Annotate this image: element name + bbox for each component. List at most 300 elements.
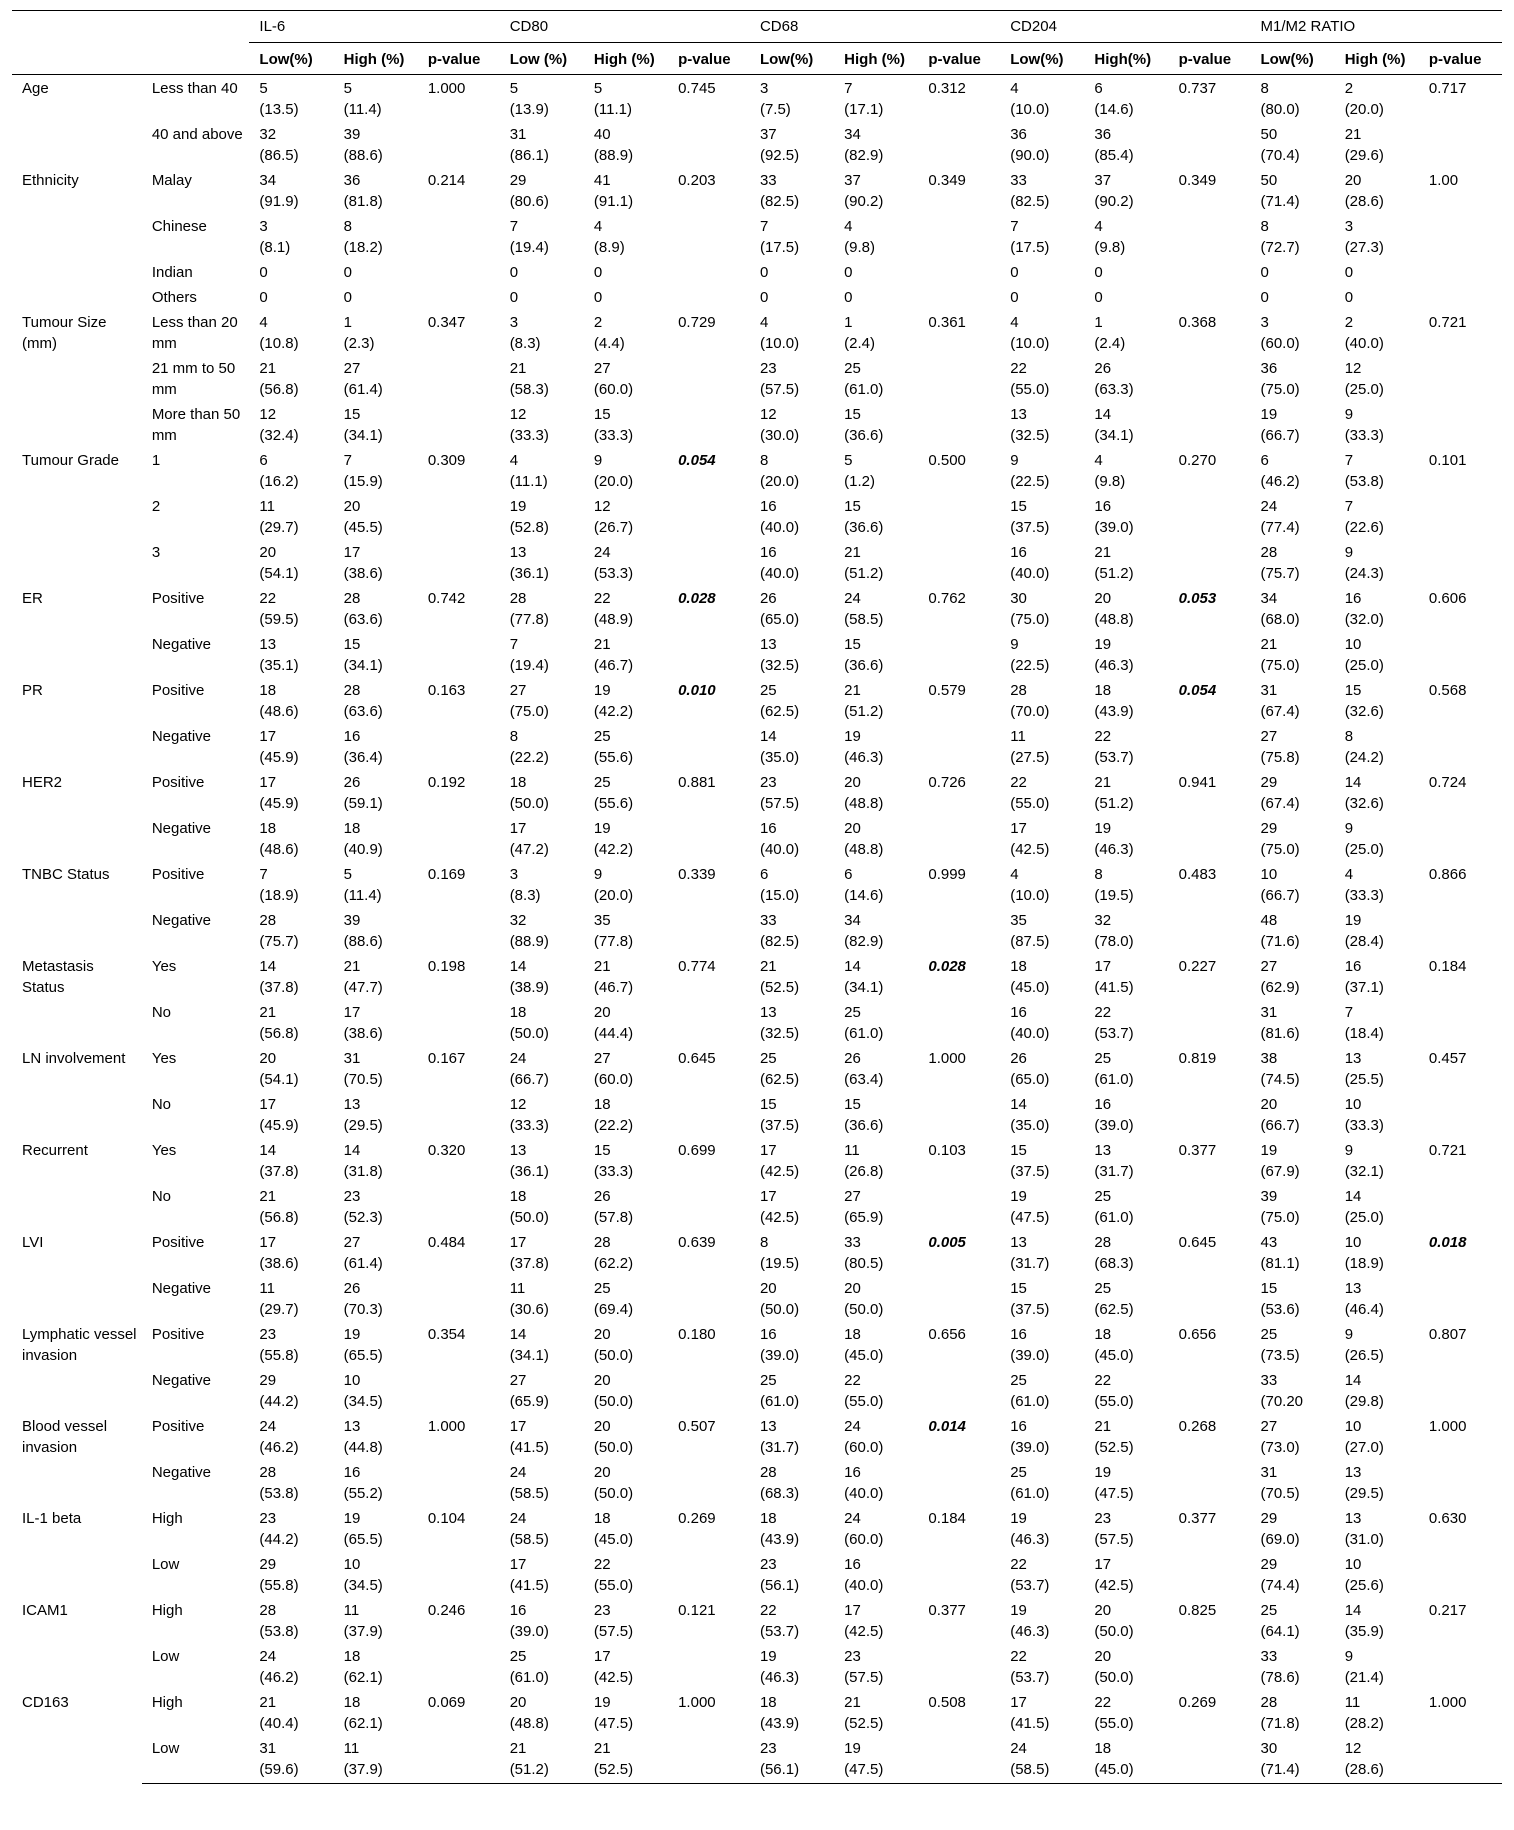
- percent-value: (33.3): [1344, 427, 1384, 444]
- p-value: 0.184: [1428, 958, 1467, 975]
- p-value: 1.000: [678, 1694, 716, 1711]
- count-value: 9: [1344, 1648, 1354, 1665]
- percent-value: (70.20: [1260, 1393, 1304, 1410]
- p-value-cell: [418, 1367, 500, 1413]
- count-cell: [334, 677, 418, 723]
- count-value: 19: [593, 1694, 611, 1711]
- count-cell: [1335, 953, 1419, 999]
- p-value-cell: [668, 167, 750, 213]
- count-cell: [249, 1735, 333, 1784]
- count-cell: [249, 631, 333, 677]
- percent-value: (82.5): [1010, 193, 1050, 210]
- count-cell: [1335, 1137, 1419, 1183]
- p-value-cell: [1419, 1091, 1502, 1137]
- count-cell: [1084, 677, 1168, 723]
- count-value: 3: [259, 218, 268, 235]
- p-value-cell: [1169, 259, 1251, 284]
- table-row: [12, 259, 1502, 284]
- p-value-cell: [918, 493, 1000, 539]
- p-value-cell: [1419, 121, 1502, 167]
- p-value: 0.606: [1428, 590, 1467, 607]
- count-cell: [1250, 723, 1334, 769]
- percent-value: (65.9): [844, 1209, 884, 1226]
- count-value: 16: [1010, 1418, 1027, 1435]
- p-value-cell: [668, 1367, 750, 1413]
- count-value: 26: [343, 1280, 361, 1297]
- percent-value: (32.6): [1344, 703, 1384, 720]
- count-value: 20: [1094, 1602, 1112, 1619]
- count-value: 15: [1010, 1142, 1027, 1159]
- count-cell: [334, 493, 418, 539]
- percent-value: (47.7): [343, 979, 383, 996]
- count-value: 23: [759, 1740, 777, 1757]
- count-value: 20: [844, 1280, 861, 1297]
- count-cell: [1250, 75, 1334, 122]
- p-value-cell: [418, 1229, 500, 1275]
- percent-value: (55.0): [1094, 1393, 1134, 1410]
- count-cell: [834, 861, 918, 907]
- percent-value: (45.0): [844, 1347, 884, 1364]
- percent-value: (57.5): [593, 1623, 634, 1640]
- count-cell: [834, 585, 918, 631]
- count-value: 12: [259, 406, 277, 423]
- percent-value: (40.0): [759, 519, 800, 536]
- percent-value: (62.1): [343, 1715, 383, 1732]
- percent-value: (55.0): [1010, 381, 1050, 398]
- count-cell: [249, 1321, 333, 1367]
- count-value: 0: [343, 289, 352, 306]
- count-value: 19: [844, 1740, 861, 1757]
- count-cell: [750, 213, 834, 259]
- count-cell: [834, 631, 918, 677]
- percent-value: (20.0): [1344, 101, 1384, 118]
- subheader-p-value: p-value: [418, 43, 500, 75]
- p-value: 0.457: [1428, 1050, 1467, 1067]
- variable-name: Blood vessel invasion: [22, 1418, 108, 1456]
- p-value-cell: [1419, 167, 1502, 213]
- count-value: 15: [593, 406, 611, 423]
- category-label: Less than 40: [151, 80, 238, 97]
- p-value-cell: [418, 1183, 500, 1229]
- count-cell: [1084, 401, 1168, 447]
- p-value-cell: [668, 1091, 750, 1137]
- table-header: [12, 11, 1502, 75]
- percent-value: (75.0): [1260, 381, 1300, 398]
- count-cell: [834, 355, 918, 401]
- p-value: 1.000: [427, 80, 466, 97]
- p-value: 0.881: [678, 774, 716, 791]
- count-value: 13: [1344, 1050, 1362, 1067]
- count-cell: [834, 539, 918, 585]
- p-value-cell: [918, 1413, 1000, 1459]
- count-cell: [249, 1597, 333, 1643]
- count-value: 25: [844, 1004, 861, 1021]
- count-cell: [584, 213, 668, 259]
- p-value: 0.309: [427, 452, 466, 469]
- table-row: [12, 631, 1502, 677]
- count-cell: [1084, 999, 1168, 1045]
- count-value: 38: [1260, 1050, 1278, 1067]
- percent-value: (61.4): [343, 1255, 383, 1272]
- percent-value: (56.1): [759, 1761, 800, 1778]
- percent-value: (19.4): [509, 239, 549, 256]
- count-value: 34: [1260, 590, 1278, 607]
- percent-value: (2.4): [1094, 335, 1126, 352]
- count-cell: [1084, 213, 1168, 259]
- percent-value: (48.8): [844, 795, 884, 812]
- count-value: 33: [759, 912, 777, 929]
- count-value: 28: [1260, 544, 1278, 561]
- count-value: 25: [593, 1280, 611, 1297]
- category-label: 40 and above: [151, 126, 243, 143]
- p-value: 0.656: [1178, 1326, 1217, 1343]
- count-cell: [1250, 213, 1334, 259]
- count-cell: [500, 815, 584, 861]
- count-cell: [750, 1367, 834, 1413]
- count-value: 35: [593, 912, 611, 929]
- count-cell: [1084, 1091, 1168, 1137]
- table-row: [12, 167, 1502, 213]
- count-cell: [834, 1367, 918, 1413]
- table-row: [12, 1735, 1502, 1784]
- p-value-cell: [1169, 1413, 1251, 1459]
- p-value-cell: [1419, 861, 1502, 907]
- count-cell: [1000, 1735, 1084, 1784]
- count-cell: [1000, 861, 1084, 907]
- p-value: 0.377: [1178, 1510, 1217, 1527]
- count-cell: [500, 1413, 584, 1459]
- count-value: 23: [759, 360, 777, 377]
- p-value-cell: [1169, 1183, 1251, 1229]
- count-value: 20: [259, 544, 277, 561]
- count-cell: [1084, 1505, 1168, 1551]
- p-value-cell: [1419, 401, 1502, 447]
- p-value-cell: [1419, 999, 1502, 1045]
- percent-value: (27.3): [1344, 239, 1384, 256]
- count-value: 29: [509, 172, 527, 189]
- count-cell: [334, 213, 418, 259]
- p-value-cell: [1169, 585, 1251, 631]
- p-value-cell: [918, 769, 1000, 815]
- p-value: 0.645: [1178, 1234, 1217, 1251]
- variable-name: Ethnicity: [22, 172, 79, 189]
- percent-value: (70.5): [343, 1071, 383, 1088]
- percent-value: (25.0): [1344, 841, 1384, 858]
- count-cell: [1335, 259, 1419, 284]
- variable-name: Metastasis Status: [22, 958, 94, 996]
- p-value-cell: [918, 1137, 1000, 1183]
- category-label: Positive: [151, 590, 205, 607]
- count-cell: [834, 1551, 918, 1597]
- p-value-cell: [918, 284, 1000, 309]
- count-value: 28: [509, 590, 527, 607]
- count-cell: [249, 1137, 333, 1183]
- percent-value: (51.2): [509, 1761, 549, 1778]
- percent-value: (55.0): [593, 1577, 634, 1594]
- count-cell: [834, 1459, 918, 1505]
- count-value: 18: [509, 1188, 527, 1205]
- p-value: 0.227: [1178, 958, 1217, 975]
- count-value: 24: [259, 1648, 277, 1665]
- count-cell: [1335, 213, 1419, 259]
- percent-value: (36.6): [844, 427, 884, 444]
- count-value: 19: [1260, 1142, 1278, 1159]
- count-cell: [1250, 1459, 1334, 1505]
- count-cell: [1335, 1275, 1419, 1321]
- count-value: 16: [1094, 1096, 1112, 1113]
- percent-value: (72.7): [1260, 239, 1300, 256]
- percent-value: (47.5): [844, 1761, 884, 1778]
- variable-name: HER2: [22, 774, 63, 791]
- percent-value: (82.5): [759, 193, 800, 210]
- percent-value: (53.7): [1010, 1669, 1050, 1686]
- count-value: 18: [259, 682, 277, 699]
- count-value: 0: [593, 264, 603, 281]
- percent-value: (62.5): [759, 1071, 800, 1088]
- count-cell: [334, 907, 418, 953]
- count-value: 14: [1094, 406, 1112, 423]
- percent-value: (63.3): [1094, 381, 1134, 398]
- percent-value: (44.2): [259, 1531, 299, 1548]
- percent-value: (85.4): [1094, 147, 1134, 164]
- count-value: 17: [1010, 1694, 1027, 1711]
- count-value: 25: [509, 1648, 527, 1665]
- count-value: 21: [509, 360, 527, 377]
- p-value: 0.639: [678, 1234, 716, 1251]
- count-cell: [834, 1413, 918, 1459]
- table-row: [12, 1367, 1502, 1413]
- p-value: 0.270: [1178, 452, 1217, 469]
- p-value-cell: [1169, 1275, 1251, 1321]
- percent-value: (39.0): [1010, 1347, 1050, 1364]
- count-value: 35: [1010, 912, 1027, 929]
- count-value: 21: [593, 1740, 611, 1757]
- count-value: 3: [509, 866, 519, 883]
- count-cell: [584, 907, 668, 953]
- count-value: 22: [1010, 774, 1027, 791]
- percent-value: (40.0): [1344, 335, 1384, 352]
- percent-value: (37.5): [759, 1117, 800, 1134]
- count-value: 15: [844, 636, 861, 653]
- count-cell: [584, 1367, 668, 1413]
- count-value: 27: [1260, 958, 1278, 975]
- data-table: [12, 10, 1502, 1784]
- p-value-cell: [668, 213, 750, 259]
- p-value-cell: [1419, 1137, 1502, 1183]
- p-value-cell: [918, 1275, 1000, 1321]
- p-value-cell: [1169, 1505, 1251, 1551]
- percent-value: (48.8): [844, 841, 884, 858]
- count-cell: [1000, 1551, 1084, 1597]
- percent-value: (40.9): [343, 841, 383, 858]
- count-cell: [1084, 1275, 1168, 1321]
- count-value: 20: [343, 498, 361, 515]
- count-cell: [750, 401, 834, 447]
- count-value: 9: [1344, 820, 1354, 837]
- percent-value: (50.0): [593, 1347, 634, 1364]
- count-cell: [584, 677, 668, 723]
- count-cell: [750, 815, 834, 861]
- percent-value: (31.7): [1010, 1255, 1050, 1272]
- count-value: 15: [844, 498, 861, 515]
- p-value: 0.507: [678, 1418, 716, 1435]
- percent-value: (46.2): [1260, 473, 1300, 490]
- count-value: 25: [1010, 1464, 1027, 1481]
- count-value: 8: [1094, 866, 1103, 883]
- count-cell: [334, 1321, 418, 1367]
- p-value-cell: [1169, 1597, 1251, 1643]
- count-cell: [1250, 121, 1334, 167]
- count-value: 8: [343, 218, 352, 235]
- count-value: 28: [259, 1602, 277, 1619]
- percent-value: (77.4): [1260, 519, 1300, 536]
- count-cell: [249, 539, 333, 585]
- count-cell: [249, 355, 333, 401]
- percent-value: (15.0): [759, 887, 800, 904]
- count-value: 21: [259, 1004, 277, 1021]
- p-value-cell: [918, 213, 1000, 259]
- count-value: 19: [1344, 912, 1362, 929]
- p-value: 0.101: [1428, 452, 1467, 469]
- count-cell: [249, 815, 333, 861]
- percent-value: (52.8): [509, 519, 549, 536]
- count-value: 0: [509, 264, 519, 281]
- percent-value: (15.9): [343, 473, 383, 490]
- percent-value: (9.8): [844, 239, 875, 256]
- table-row: [12, 1183, 1502, 1229]
- p-value: 0.361: [928, 314, 966, 331]
- count-cell: [1335, 539, 1419, 585]
- count-value: 24: [509, 1510, 527, 1527]
- count-cell: [1000, 1045, 1084, 1091]
- count-value: 25: [1010, 1372, 1027, 1389]
- count-cell: [1335, 585, 1419, 631]
- count-cell: [1084, 1643, 1168, 1689]
- percent-value: (28.6): [1344, 1761, 1384, 1778]
- percent-value: (88.9): [509, 933, 549, 950]
- count-cell: [500, 769, 584, 815]
- category-label: Negative: [151, 636, 212, 653]
- count-value: 3: [1344, 218, 1354, 235]
- count-cell: [1000, 585, 1084, 631]
- count-value: 31: [1260, 1004, 1278, 1021]
- percent-value: (80.5): [844, 1255, 884, 1272]
- count-cell: [1250, 1505, 1334, 1551]
- p-value-cell: [668, 1229, 750, 1275]
- percent-value: (19.5): [759, 1255, 800, 1272]
- count-value: 6: [844, 866, 853, 883]
- percent-value: (60.0): [844, 1531, 884, 1548]
- count-cell: [584, 1689, 668, 1735]
- count-cell: [1250, 815, 1334, 861]
- significant-p-value: 0.054: [678, 452, 716, 469]
- p-value-cell: [1419, 1321, 1502, 1367]
- count-value: 30: [1260, 1740, 1278, 1757]
- count-value: 22: [593, 590, 611, 607]
- count-value: 21: [844, 544, 861, 561]
- category-label: High: [151, 1602, 183, 1619]
- count-cell: [584, 953, 668, 999]
- count-cell: [1084, 1551, 1168, 1597]
- count-cell: [1000, 631, 1084, 677]
- p-value-cell: [1169, 1735, 1251, 1784]
- percent-value: (48.6): [259, 841, 299, 858]
- count-value: 39: [343, 126, 361, 143]
- p-value-cell: [1419, 1597, 1502, 1643]
- percent-value: (8.9): [593, 239, 625, 256]
- p-value-cell: [918, 121, 1000, 167]
- percent-value: (40.0): [1010, 565, 1050, 582]
- count-cell: [1250, 1689, 1334, 1735]
- category-label: High: [151, 1510, 183, 1527]
- count-value: 18: [343, 1694, 361, 1711]
- percent-value: (41.5): [1010, 1715, 1050, 1732]
- category-label: 2: [151, 498, 161, 515]
- variable-name: Tumour Grade: [22, 452, 119, 469]
- count-value: 32: [1094, 912, 1112, 929]
- percent-value: (92.5): [759, 147, 800, 164]
- percent-value: (42.5): [593, 1669, 634, 1686]
- count-cell: [249, 121, 333, 167]
- percent-value: (52.3): [343, 1209, 383, 1226]
- p-value-cell: [1419, 539, 1502, 585]
- p-value-cell: [668, 75, 750, 122]
- p-value-cell: [1419, 75, 1502, 122]
- count-cell: [334, 1229, 418, 1275]
- count-cell: [834, 493, 918, 539]
- count-cell: [750, 769, 834, 815]
- count-value: 15: [759, 1096, 777, 1113]
- count-value: 10: [1344, 1096, 1362, 1113]
- count-value: 21: [593, 958, 611, 975]
- count-value: 14: [509, 1326, 527, 1343]
- count-value: 17: [509, 820, 527, 837]
- count-cell: [334, 1735, 418, 1784]
- percent-value: (57.5): [1094, 1531, 1134, 1548]
- count-value: 18: [509, 1004, 527, 1021]
- percent-value: (29.7): [259, 1301, 299, 1318]
- percent-value: (32.0): [1344, 611, 1384, 628]
- percent-value: (34.1): [343, 427, 383, 444]
- p-value-cell: [668, 631, 750, 677]
- count-cell: [750, 1183, 834, 1229]
- count-cell: [1000, 447, 1084, 493]
- percent-value: (58.5): [509, 1531, 549, 1548]
- category-label: Negative: [151, 1372, 212, 1389]
- p-value-cell: [918, 907, 1000, 953]
- count-cell: [1335, 1735, 1419, 1784]
- count-value: 8: [509, 728, 519, 745]
- count-cell: [1250, 585, 1334, 631]
- count-cell: [750, 953, 834, 999]
- percent-value: (88.6): [343, 147, 383, 164]
- percent-value: (88.9): [593, 147, 634, 164]
- p-value: 0.579: [928, 682, 966, 699]
- count-value: 29: [1260, 1510, 1278, 1527]
- p-value-cell: [668, 539, 750, 585]
- count-value: 13: [1344, 1280, 1362, 1297]
- percent-value: (53.8): [1344, 473, 1384, 490]
- count-cell: [584, 1183, 668, 1229]
- count-cell: [249, 493, 333, 539]
- count-cell: [249, 1367, 333, 1413]
- count-cell: [1084, 309, 1168, 355]
- count-value: 24: [844, 590, 861, 607]
- count-cell: [750, 75, 834, 122]
- p-value-cell: [1419, 1367, 1502, 1413]
- subheader-high: High (%): [584, 43, 668, 75]
- count-value: 0: [1260, 264, 1269, 281]
